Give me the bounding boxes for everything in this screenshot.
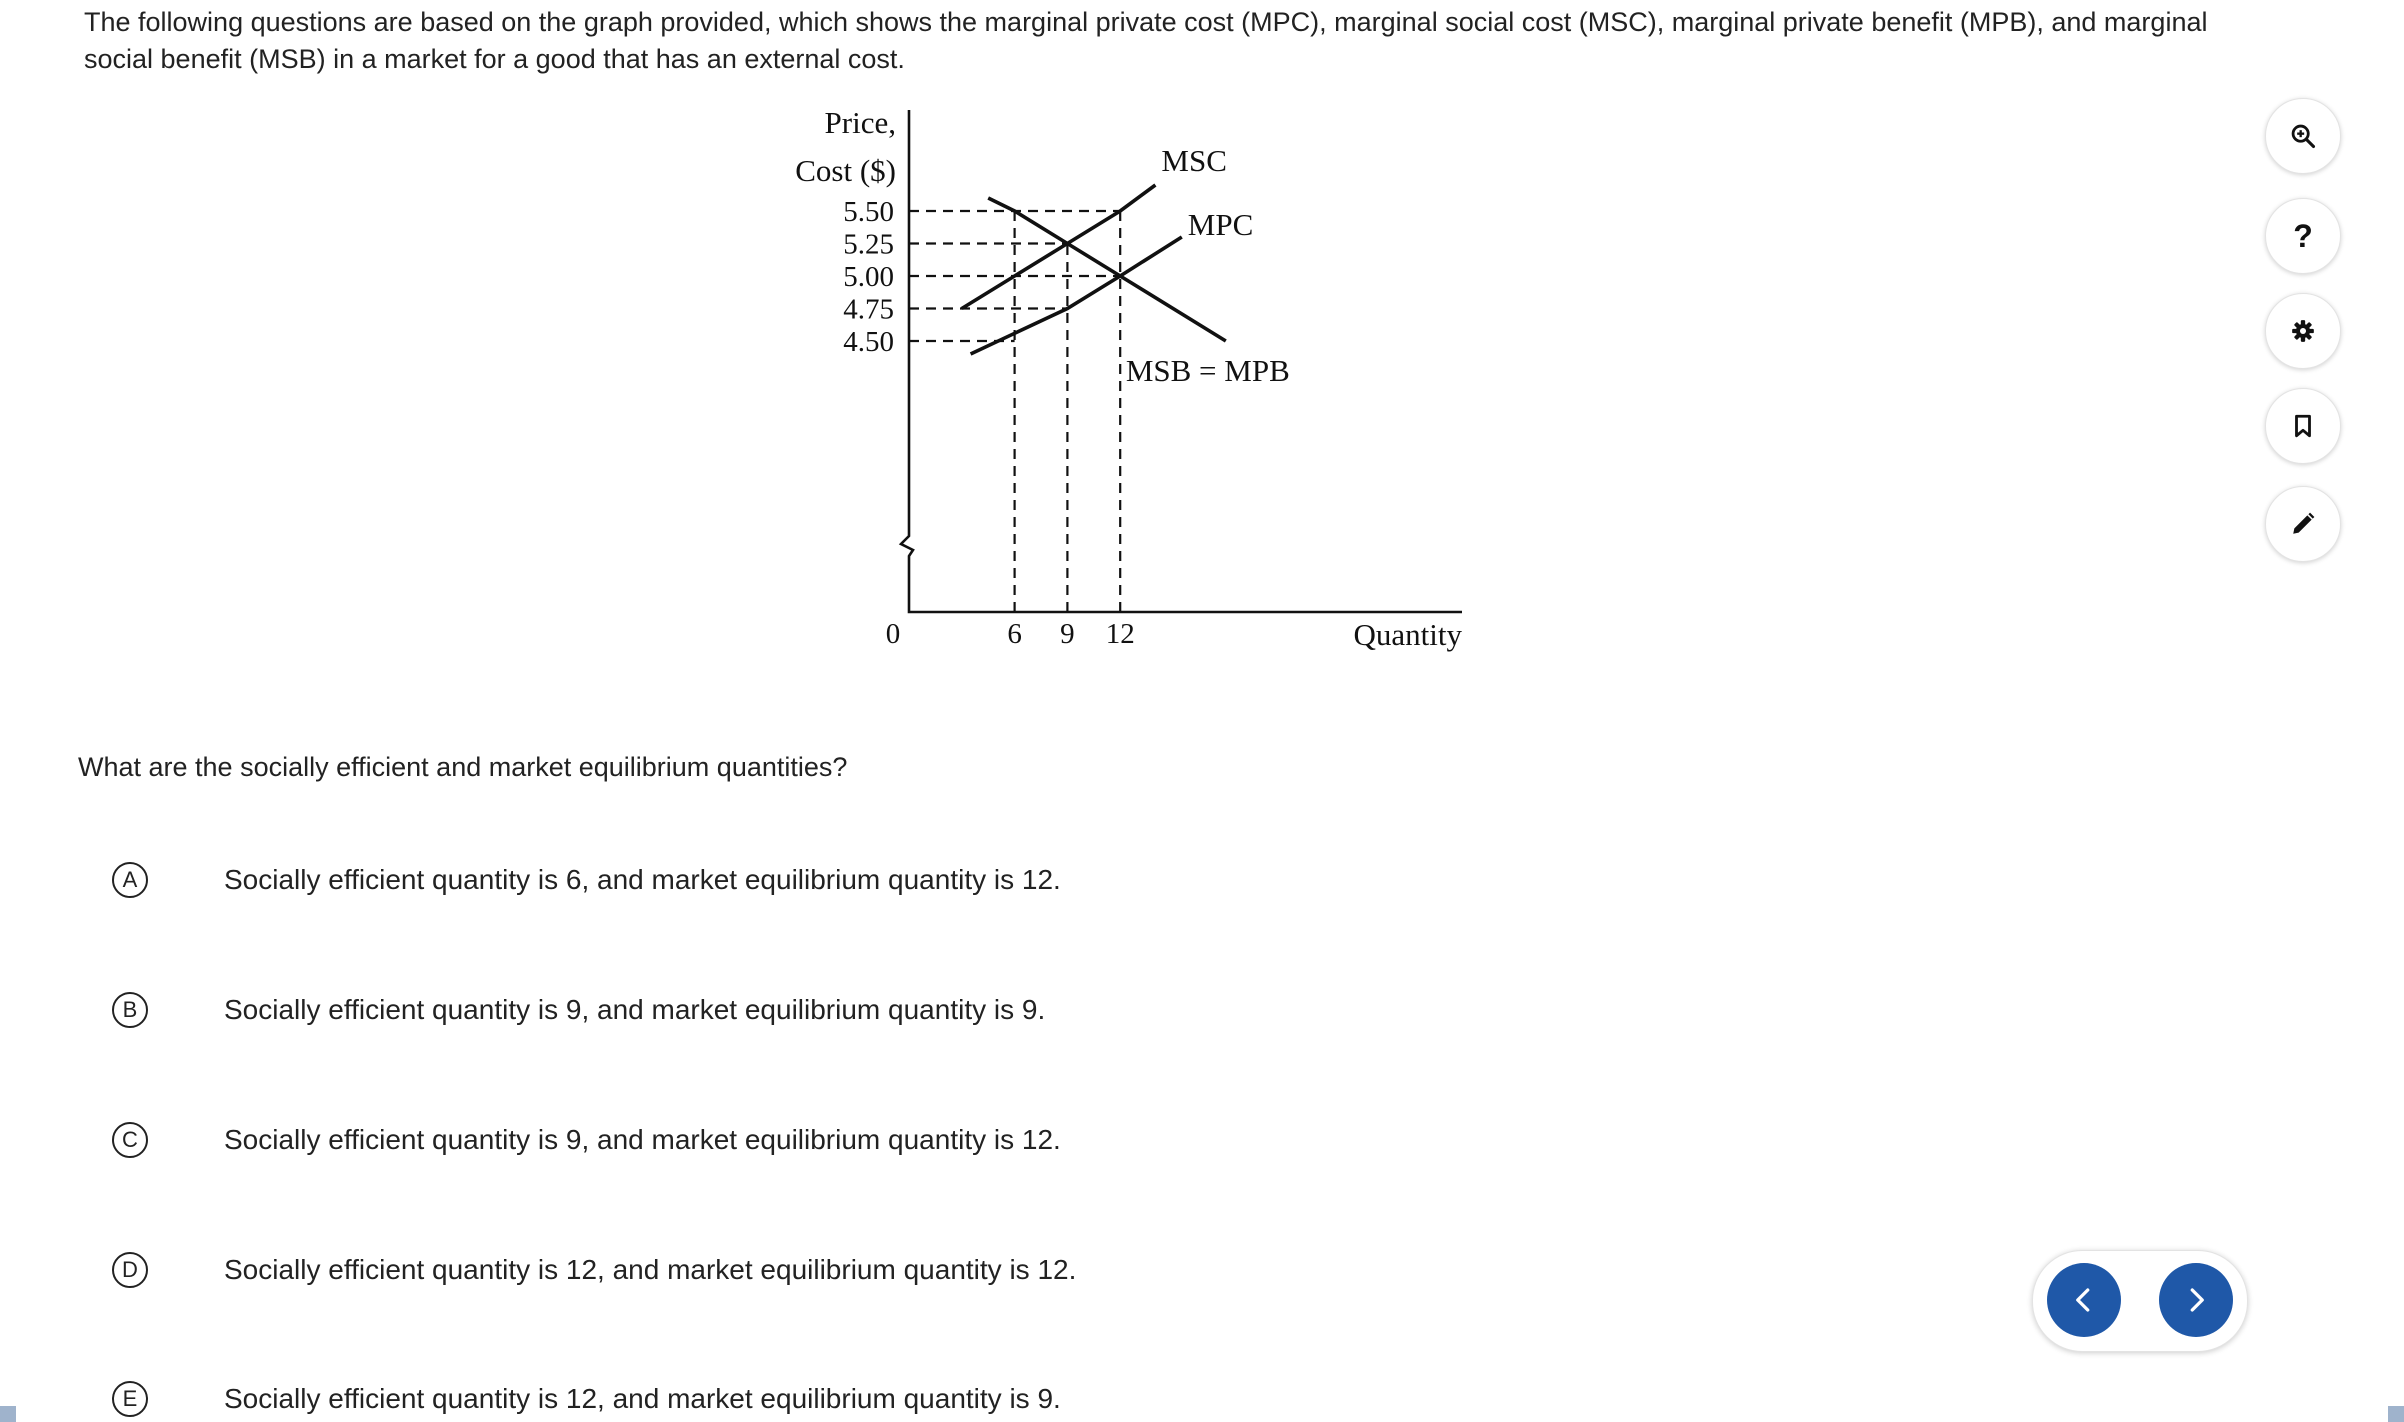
settings-button[interactable] xyxy=(2265,293,2341,369)
choice-text-e: Socially efficient quantity is 12, and market equilibrium quantity is 9. xyxy=(224,1383,1061,1414)
choice-text-c: Socially efficient quantity is 9, and market equilibrium quantity is 12. xyxy=(224,1124,1061,1155)
answer-choice-d[interactable] xyxy=(112,1247,1077,1293)
pencil-icon xyxy=(2290,511,2316,537)
x-axis-label: Quantity xyxy=(1353,617,1462,652)
origin-label: 0 xyxy=(885,618,901,650)
y-tick-label-0: 5.50 xyxy=(843,196,894,228)
bookmark-button[interactable] xyxy=(2265,388,2341,464)
curve-label-2: MSB = MPB xyxy=(1125,353,1290,388)
y-tick-label-3: 4.75 xyxy=(843,293,894,326)
externality-graph xyxy=(760,100,1480,660)
previous-button[interactable] xyxy=(2047,1263,2121,1337)
help-icon: ? xyxy=(2293,217,2313,254)
choice-letter-e[interactable]: E xyxy=(112,1381,148,1417)
x-tick-label-2: 12 xyxy=(1105,618,1135,650)
zoom-button[interactable] xyxy=(2265,98,2341,174)
curve-label-0: MSC xyxy=(1161,143,1227,178)
y-axis-label-line2: Cost ($) xyxy=(795,153,896,188)
curve-label-1: MPC xyxy=(1187,207,1254,242)
y-tick-label-1: 5.25 xyxy=(843,228,894,261)
answer-choice-a[interactable] xyxy=(112,857,1061,903)
choice-letter-b[interactable]: B xyxy=(112,992,148,1028)
annotate-button[interactable] xyxy=(2265,486,2341,562)
gear-icon xyxy=(2290,318,2316,344)
next-button[interactable] xyxy=(2159,1263,2233,1337)
y-tick-label-4: 4.50 xyxy=(843,326,894,358)
question-prompt: What are the socially efficient and market equilibrium quantities? xyxy=(78,752,848,782)
answer-choice-c[interactable] xyxy=(112,1117,1061,1163)
window-corner-left xyxy=(0,1406,16,1422)
choice-letter-a[interactable]: A xyxy=(112,862,148,898)
x-tick-label-1: 9 xyxy=(1060,618,1075,650)
chevron-right-icon xyxy=(2181,1285,2211,1315)
navigation-controls xyxy=(2032,1250,2248,1352)
choice-letter-d[interactable]: D xyxy=(112,1252,148,1288)
choice-text-b: Socially efficient quantity is 9, and market equilibrium quantity is 9. xyxy=(224,994,1046,1025)
window-corner-right xyxy=(2388,1406,2404,1422)
zoom-in-icon xyxy=(2289,122,2317,150)
help-button[interactable] xyxy=(2265,198,2341,274)
answer-choice-b[interactable] xyxy=(112,987,1046,1033)
x-tick-label-0: 6 xyxy=(1007,618,1022,650)
chevron-left-icon xyxy=(2069,1285,2099,1315)
curve-msc xyxy=(962,185,1156,309)
y-axis-label-line1: Price, xyxy=(824,105,896,140)
choice-text-d: Socially efficient quantity is 12, and market equilibrium quantity is 12. xyxy=(224,1254,1077,1285)
y-tick-label-2: 5.00 xyxy=(843,261,894,293)
choice-letter-c[interactable]: C xyxy=(112,1122,148,1158)
choice-text-a: Socially efficient quantity is 6, and market equilibrium quantity is 12. xyxy=(224,864,1061,895)
question-stimulus-text: The following questions are based on the graph provided, which shows the marginal private cost (MPC), marginal social cost (MSC), marginal private benefit (MPB), and marginal social benefit (MSB) in a market for a good that has an external cost. xyxy=(84,7,2208,74)
bookmark-icon xyxy=(2290,413,2316,439)
reference-lines xyxy=(909,211,1120,612)
answer-choice-e[interactable] xyxy=(112,1376,1061,1422)
